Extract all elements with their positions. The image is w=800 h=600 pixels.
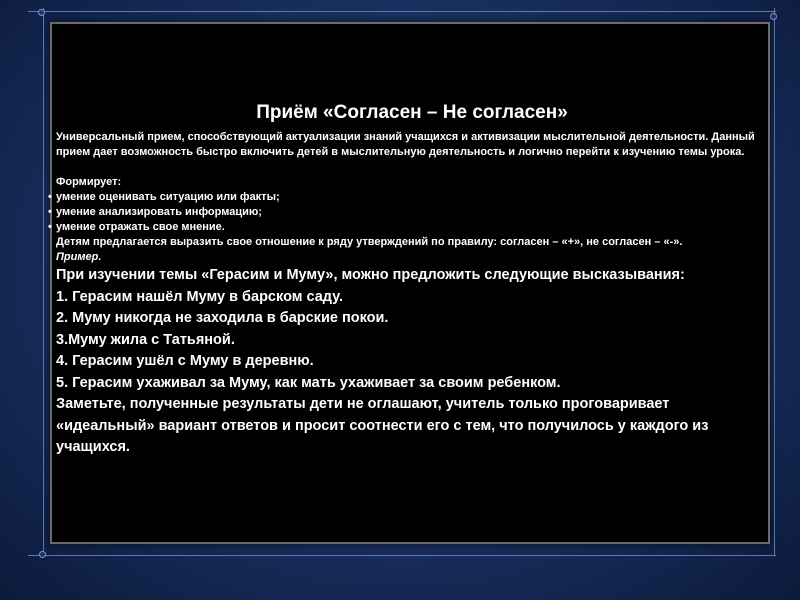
slide-title: Приём «Согласен – Не согласен» bbox=[256, 102, 568, 123]
statement-item: 2. Муму никогда не заходила в барские покои. bbox=[56, 310, 389, 326]
skill-item: • умение анализировать информацию; bbox=[50, 205, 768, 220]
decor-frame-left bbox=[43, 8, 44, 556]
decor-dot-bottom-left bbox=[39, 551, 46, 558]
skill-item: • умение оценивать ситуацию или факты; bbox=[50, 190, 768, 205]
decor-dot-top-right bbox=[770, 13, 777, 20]
statement-item: 5. Герасим ухаживал за Муму, как мать ухаживает за своим ребенком. bbox=[56, 374, 561, 391]
skills-list bbox=[56, 190, 768, 235]
spacer bbox=[56, 160, 768, 175]
example-label: Пример. bbox=[56, 251, 102, 263]
statement-item: 1. Герасим нашёл Муму в барском саду. bbox=[56, 288, 343, 305]
decor-frame-right bbox=[774, 8, 775, 556]
intro-text: Универсальный прием, способствующий актуализации знаний учащихся и активизации мыслительной деятельности. Данный прием дает возможность быстро включить детей в мыслительную деятельность и логично перейти к изучению темы урока. bbox=[56, 131, 755, 158]
slide-content bbox=[56, 102, 768, 459]
decor-frame-top bbox=[28, 11, 776, 12]
decor-dot-top-left bbox=[38, 9, 45, 16]
decor-frame-bottom bbox=[28, 555, 776, 556]
instruction-text: Детям предлагается выразить свое отношение к ряду утверждений по правилу: согласен – «+», не согласен – «-». bbox=[56, 236, 683, 248]
skill-item: • умение отражать свое мнение. bbox=[50, 220, 768, 235]
statement-item: 3.Муму жила с Татьяной. bbox=[56, 331, 235, 348]
conclusion-text: Заметьте, полученные результаты дети не оглашают, учитель только проговаривает «идеальный» вариант ответов и просит соотнести его с тем, что получилось у каждого из учащихся. bbox=[56, 396, 709, 455]
statement-item: 4. Герасим ушёл с Муму в деревню. bbox=[56, 353, 314, 369]
forms-heading: Формирует: bbox=[56, 176, 122, 188]
slide-panel bbox=[50, 22, 770, 544]
example-intro: При изучении темы «Герасим и Муму», можно предложить следующие высказывания: bbox=[56, 267, 685, 283]
